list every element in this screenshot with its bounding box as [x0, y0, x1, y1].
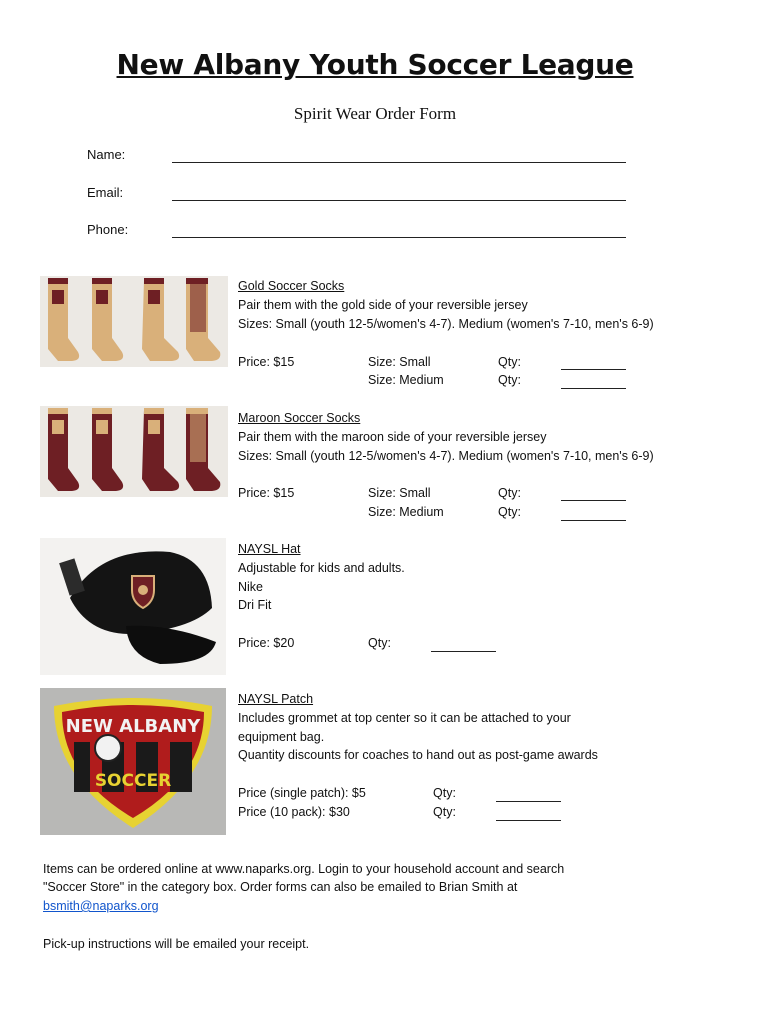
- maroon-socks-qty-small-field[interactable]: [561, 500, 626, 501]
- page-title: New Albany Youth Soccer League: [116, 48, 634, 81]
- gold-socks-size-medium: Size: Medium: [368, 373, 444, 387]
- maroon-socks-size-medium: Size: Medium: [368, 505, 444, 519]
- patch-price-single: Price (single patch): $5: [238, 786, 366, 800]
- email-field[interactable]: [172, 200, 626, 201]
- footer-order-info-1: Items can be ordered online at www.naparks.org. Login to your household account and search: [43, 862, 565, 876]
- gold-socks-qty-small-field[interactable]: [561, 369, 626, 370]
- hat-desc-1: Adjustable for kids and adults.: [238, 561, 405, 575]
- maroon-socks-title: Maroon Soccer Socks: [238, 411, 361, 425]
- gold-socks-price: Price: $15: [238, 355, 295, 369]
- gold-socks-desc: Pair them with the gold side of your reversible jersey: [238, 298, 528, 312]
- maroon-socks-photo: [40, 406, 228, 497]
- maroon-socks-qty-small-label: Qty:: [498, 486, 521, 500]
- gold-socks-sizes: Sizes: Small (youth 12-5/women's 4-7). Medium (women's 7-10, men's 6-9): [238, 317, 654, 331]
- hat-desc-3: Dri Fit: [238, 598, 272, 612]
- patch-text-top: NEW ALBANY: [65, 716, 201, 737]
- phone-label: Phone:: [87, 222, 129, 237]
- hat-desc-2: Nike: [238, 580, 264, 594]
- gold-socks-qty-medium-label: Qty:: [498, 373, 521, 387]
- maroon-socks-size-small: Size: Small: [368, 486, 431, 500]
- maroon-socks-desc: Pair them with the maroon side of your reversible jersey: [238, 430, 547, 444]
- patch-title: NAYSL Patch: [238, 692, 314, 706]
- gold-socks-qty-medium-field[interactable]: [561, 388, 626, 389]
- form-subtitle: Spirit Wear Order Form: [293, 104, 457, 123]
- hat-price: Price: $20: [238, 636, 295, 650]
- footer-order-info-2: "Soccer Store" in the category box. Order forms can also be emailed to Brian Smith at: [43, 880, 518, 894]
- name-label: Name:: [87, 147, 126, 162]
- hat-photo: [40, 538, 226, 675]
- patch-price-pack: Price (10 pack): $30: [238, 805, 350, 819]
- email-label: Email:: [87, 185, 124, 200]
- phone-field[interactable]: [172, 237, 626, 238]
- patch-text-bottom: SOCCER: [94, 771, 172, 791]
- hat-qty-field[interactable]: [431, 651, 496, 652]
- patch-desc-2: equipment bag.: [238, 730, 325, 744]
- patch-photo: [40, 688, 226, 835]
- patch-desc-1: Includes grommet at top center so it can be attached to your: [238, 711, 571, 725]
- gold-socks-title: Gold Soccer Socks: [238, 279, 345, 293]
- name-field[interactable]: [172, 162, 626, 163]
- maroon-socks-qty-medium-label: Qty:: [498, 505, 521, 519]
- maroon-socks-qty-medium-field[interactable]: [561, 520, 626, 521]
- gold-socks-size-small: Size: Small: [368, 355, 431, 369]
- patch-qty-single-field[interactable]: [496, 801, 561, 802]
- patch-qty-pack-label: Qty:: [433, 805, 456, 819]
- gold-socks-photo: [40, 276, 228, 367]
- hat-title: NAYSL Hat: [238, 542, 301, 556]
- contact-email-link[interactable]: bsmith@naparks.org: [43, 899, 159, 913]
- maroon-socks-sizes: Sizes: Small (youth 12-5/women's 4-7). Medium (women's 7-10, men's 6-9): [238, 449, 654, 463]
- hat-qty-label: Qty:: [368, 636, 391, 650]
- patch-qty-single-label: Qty:: [433, 786, 456, 800]
- patch-qty-pack-field[interactable]: [496, 820, 561, 821]
- gold-socks-qty-small-label: Qty:: [498, 355, 521, 369]
- patch-desc-3: Quantity discounts for coaches to hand out as post-game awards: [238, 748, 598, 762]
- maroon-socks-price: Price: $15: [238, 486, 295, 500]
- pickup-instructions: Pick-up instructions will be emailed your receipt.: [43, 937, 310, 951]
